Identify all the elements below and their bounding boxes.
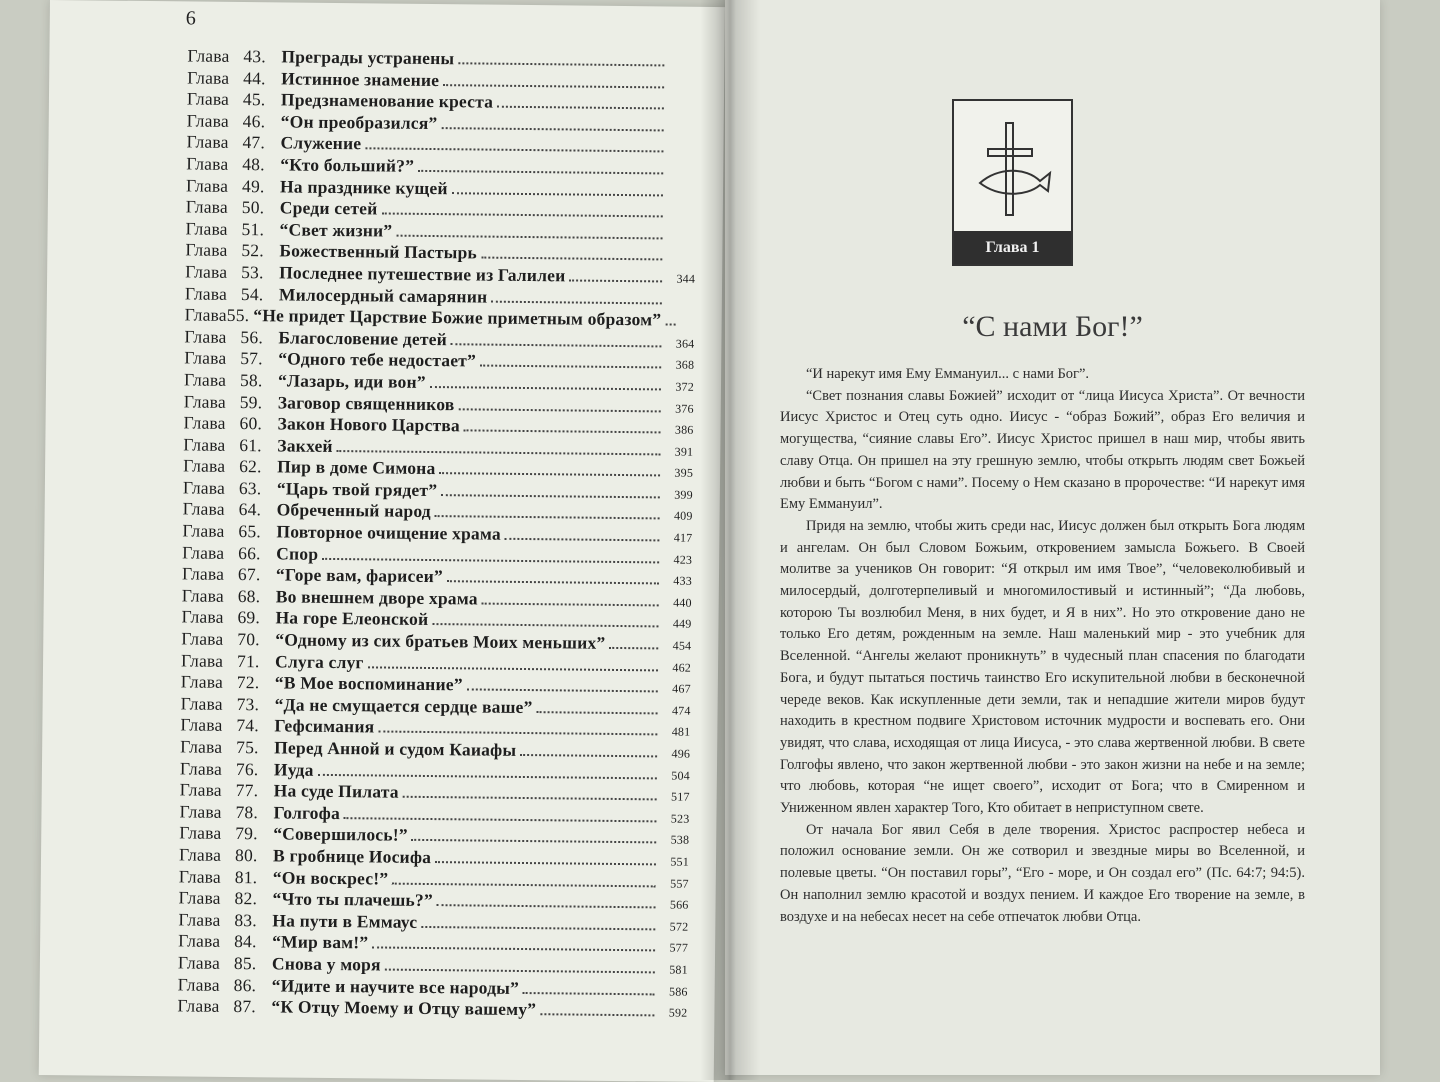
toc-chapter-prefix: Глава — [183, 456, 239, 478]
toc-chapter-title: “Мир вам!” — [268, 932, 368, 954]
toc-chapter-title: Служение — [276, 133, 361, 155]
toc-page-number: 376 — [664, 401, 694, 416]
toc-chapter-number: 46. — [243, 111, 277, 132]
toc-page-number: 462 — [661, 660, 691, 675]
toc-chapter-prefix: Глава — [184, 369, 240, 391]
toc-page-number: 581 — [658, 962, 688, 977]
toc-chapter-title: На празднике кущей — [276, 176, 448, 199]
toc-chapter-number: 72. — [237, 672, 271, 693]
toc-leader-dots — [443, 84, 664, 88]
toc-chapter-number: 48. — [242, 154, 276, 175]
toc-page-number: 433 — [662, 574, 692, 589]
toc-chapter-title: Закхей — [273, 435, 333, 457]
toc-chapter-number: 54. — [241, 284, 275, 305]
toc-leader-dots — [464, 429, 661, 433]
toc-chapter-number: 60. — [239, 413, 273, 434]
toc-chapter-prefix: Глава — [180, 780, 236, 802]
toc-page-number: 449 — [661, 617, 691, 632]
toc-page-number: 440 — [662, 595, 692, 610]
toc-leader-dots — [412, 839, 657, 844]
toc-page-number: 481 — [660, 725, 690, 740]
toc-chapter-number: 69. — [237, 607, 271, 628]
toc-leader-dots — [523, 992, 655, 995]
toc-chapter-number: 71. — [237, 651, 271, 672]
toc-chapter-title: “Горе вам, фарисеи” — [272, 565, 443, 588]
toc-chapter-number: 59. — [240, 392, 274, 413]
table-of-contents — [177, 45, 697, 1022]
toc-leader-dots — [385, 968, 655, 973]
toc-chapter-title: “Что ты плачешь?” — [268, 888, 432, 911]
toc-chapter-number: 67. — [238, 564, 272, 585]
toc-leader-dots — [432, 623, 658, 627]
toc-chapter-title: Благословение детей — [274, 327, 447, 350]
toc-chapter-prefix: Глава — [187, 110, 243, 132]
toc-chapter-number: 44. — [243, 68, 277, 89]
toc-leader-dots — [665, 324, 675, 326]
toc-leader-dots — [497, 106, 664, 110]
toc-leader-dots — [536, 711, 657, 714]
toc-chapter-number: 58. — [240, 370, 274, 391]
toc-leader-dots — [480, 365, 661, 369]
toc-chapter-number: 65. — [238, 521, 272, 542]
toc-page-number: 523 — [659, 811, 689, 826]
toc-chapter-prefix: Глава — [178, 909, 234, 931]
toc-leader-dots — [365, 148, 663, 153]
toc-chapter-title: “Царь твой грядет” — [273, 478, 438, 501]
toc-page-number: 423 — [662, 552, 692, 567]
toc-chapter-number: 47. — [242, 132, 276, 153]
toc-leader-dots — [540, 1013, 654, 1016]
toc-leader-dots — [505, 538, 660, 542]
toc-chapter-prefix: Глава — [182, 520, 238, 542]
toc-page-number: 386 — [663, 423, 693, 438]
toc-chapter-prefix: Глава — [180, 736, 236, 758]
toc-chapter-title: “В Мое воспоминание” — [271, 673, 463, 696]
toc-chapter-prefix: Глава — [187, 89, 243, 111]
page-number: 6 — [186, 7, 196, 30]
toc-chapter-number: 80. — [235, 845, 269, 866]
toc-chapter-title: “К Отцу Моему и Отцу вашему” — [267, 996, 536, 1020]
toc-page-number: 572 — [658, 919, 688, 934]
toc-chapter-title: “Он преобразился” — [277, 111, 438, 134]
toc-leader-dots — [452, 192, 663, 196]
toc-chapter-prefix: Глава — [183, 434, 239, 456]
toc-chapter-title: Божественный Пастырь — [275, 241, 477, 264]
toc-chapter-number: 64. — [239, 499, 273, 520]
toc-leader-dots — [418, 170, 663, 175]
toc-chapter-title: Закон Нового Царства — [273, 413, 460, 436]
toc-chapter-title: Истинное знамение — [277, 68, 439, 91]
toc-chapter-title: “Он воскрес!” — [269, 867, 389, 889]
toc-chapter-title: Слуга слуг — [271, 651, 364, 673]
toc-chapter-prefix: Глава — [178, 952, 234, 974]
toc-chapter-prefix: Глава — [185, 240, 241, 262]
toc-leader-dots — [441, 494, 660, 498]
toc-leader-dots — [437, 904, 656, 908]
toc-chapter-number: 70. — [237, 629, 271, 650]
chapter-badge — [952, 99, 1073, 266]
toc-page-number: 474 — [661, 703, 691, 718]
toc-leader-dots — [447, 580, 659, 584]
toc-chapter-prefix: Глава — [185, 261, 241, 283]
toc-chapter-title: “Лазарь, иди вон” — [274, 370, 426, 393]
toc-chapter-number: 76. — [236, 759, 270, 780]
toc-page-number: 592 — [657, 1006, 687, 1021]
toc-chapter-prefix: Глава — [177, 996, 233, 1018]
toc-leader-dots — [392, 882, 656, 887]
toc-chapter-title: Спор — [272, 543, 318, 564]
toc-chapter-prefix: Глава — [182, 585, 238, 607]
toc-chapter-number: 78. — [235, 802, 269, 823]
toc-chapter-number: 85. — [234, 953, 268, 974]
toc-chapter-number: 82. — [234, 888, 268, 909]
toc-entry — [177, 996, 687, 1023]
toc-chapter-prefix: Глава — [180, 715, 236, 737]
toc-leader-dots — [372, 947, 655, 952]
toc-page-number: 566 — [658, 898, 688, 913]
toc-page-number: 504 — [660, 768, 690, 783]
toc-chapter-prefix: Глава — [186, 175, 242, 197]
toc-page-number: 577 — [658, 941, 688, 956]
toc-leader-dots — [451, 343, 662, 347]
toc-chapter-title: Голгофа — [269, 802, 340, 824]
toc-chapter-prefix: Глава — [185, 305, 227, 326]
toc-chapter-title: “Свет жизни” — [275, 219, 392, 241]
toc-chapter-prefix: Глава — [182, 564, 238, 586]
toc-leader-dots — [381, 213, 662, 218]
toc-chapter-number: 73. — [237, 694, 271, 715]
body-paragraph: От начала Бог явил Себя в деле творения. Христос распростер небеса и положил основание земли. Он же сотворил и звездные миры во Вселенной, и полевые цветы. “Он поставил горы”, “Его - море, и Он создал его” (Пс. 64:7; 94:5). Он наполнил землю красотой и воздух пением. И каждое Его творение на земле, в воздухе и на небесах несет на себе отпечаток любви Отца. — [780, 820, 1305, 929]
toc-chapter-number: 51. — [241, 219, 275, 240]
toc-page-number: 372 — [664, 379, 694, 394]
toc-chapter-prefix: Глава — [186, 132, 242, 154]
chapter-body — [780, 364, 1305, 928]
toc-leader-dots — [318, 773, 657, 779]
toc-page-number: 467 — [661, 682, 691, 697]
toc-chapter-number: 56. — [240, 327, 274, 348]
toc-chapter-number: 68. — [238, 586, 272, 607]
toc-leader-dots — [491, 300, 662, 304]
toc-chapter-prefix: Глава — [187, 67, 243, 89]
toc-page-number: 454 — [661, 638, 691, 653]
toc-leader-dots — [403, 796, 657, 801]
toc-page-number: 557 — [659, 876, 689, 891]
toc-leader-dots — [435, 516, 660, 520]
toc-chapter-title: “Совершилось!” — [269, 824, 408, 846]
toc-leader-dots — [520, 754, 657, 757]
toc-chapter-prefix: Глава — [186, 153, 242, 175]
toc-leader-dots — [481, 257, 662, 261]
toc-chapter-prefix: Глава — [183, 413, 239, 435]
toc-leader-dots — [467, 689, 658, 693]
toc-chapter-title: Иуда — [270, 759, 314, 780]
toc-chapter-prefix: Глава — [179, 866, 235, 888]
body-paragraph: “И нарекут имя Ему Еммануил... с нами Бог”. — [780, 364, 1305, 386]
toc-chapter-title: “Одному из сих братьев Моих меньших” — [271, 629, 605, 653]
toc-leader-dots — [322, 558, 659, 564]
toc-leader-dots — [435, 861, 656, 865]
toc-chapter-title: На горе Елеонской — [271, 608, 428, 631]
toc-chapter-title: “Кто больший?” — [276, 154, 414, 176]
toc-chapter-prefix: Глава — [181, 628, 237, 650]
open-book — [40, 0, 1400, 1080]
toc-chapter-number: 86. — [234, 975, 268, 996]
toc-chapter-prefix: Глава — [178, 931, 234, 953]
toc-chapter-number: 87. — [233, 996, 267, 1017]
toc-page-number: 586 — [658, 984, 688, 999]
toc-chapter-prefix: Глава — [182, 542, 238, 564]
toc-chapter-title: Среди сетей — [276, 198, 378, 220]
toc-leader-dots — [337, 450, 661, 455]
toc-chapter-prefix: Глава — [186, 218, 242, 240]
toc-chapter-prefix: Глава — [179, 823, 235, 845]
toc-chapter-number: 57. — [240, 348, 274, 369]
toc-chapter-prefix: Глава — [181, 607, 237, 629]
toc-page-number: 417 — [662, 531, 692, 546]
toc-chapter-title: На суде Пилата — [270, 781, 399, 803]
toc-leader-dots — [344, 817, 657, 822]
toc-leader-dots — [609, 647, 658, 650]
toc-chapter-title: Милосердный самарянин — [275, 284, 488, 307]
toc-leader-dots — [458, 62, 664, 66]
toc-chapter-number: 49. — [242, 176, 276, 197]
chapter-title: “С нами Бог!” — [725, 310, 1380, 344]
toc-page-number: 395 — [663, 466, 693, 481]
toc-chapter-title: Преграды устранены — [277, 46, 454, 69]
toc-chapter-number: 77. — [236, 780, 270, 801]
body-paragraph: Придя на землю, чтобы жить среди нас, Иисус должен был открыть Бога людям и ангелам. Он был Словом Божьим, откровением замысла Божьего. В Своей молитве за учеников Он говорит: “Я открыл им имя Твое”, “человеколюбивый и милосердый, долготерпеливый и многомилостивый и истинный”; “Да любовь, которою Ты возлюбил Меня, в них будет, и Я в них”. Но это откровение дано не только Его детям, рожденным на земле. Наш маленький мир - это учебник для Вселенной. “Ангелы желают проникнуть” в чудесный план спасения по благодати Бога, и будут пытаться постичь таинство Его искупительной любви в бесконечной череде веков. Как искупленные дети земли, так и непадшие жители миров будут находить в крестном подвиге Христовом источник мудрости и воспевать его. Они увидят, что слава, исходящая от лица Иисуса, - это слава жертвенной любви. В свете Голгофы явлено, что закон жертвенной любви - это закон жизни на небе и на земле; что любовь, которая “не ищет своего”, исходит от Бога; что в Смиренном и Униженном явлен характер Того, Кто обитает в неприступном свете. — [780, 516, 1305, 820]
toc-chapter-number: 75. — [236, 737, 270, 758]
toc-chapter-prefix: Глава — [179, 844, 235, 866]
toc-chapter-prefix: Глава — [187, 45, 243, 67]
toc-page-number: 517 — [660, 790, 690, 805]
body-paragraph: “Свет познания славы Божией” исходит от “лица Иисуса Христа”. От вечности Иисус Христос и Отец суть одно. Иисус - “образ Божий”, образ Его величия и могущества, “сияние славы Его”. Иисус Христос пришел в наш мир, чтобы явить славу Отца. Он пришел на эту грешную землю, чтобы открыть людям свет Божьей любви и быть “Богом с нами”. Посему о Нем сказано в пророчестве: “И нарекут имя Ему Еммануил”. — [780, 386, 1305, 516]
toc-leader-dots — [441, 127, 663, 131]
right-page — [725, 0, 1380, 1075]
toc-chapter-prefix: Глава — [184, 326, 240, 348]
cross-fish-icon — [954, 101, 1071, 231]
toc-chapter-title: Повторное очищение храма — [272, 521, 501, 544]
toc-leader-dots — [569, 279, 662, 282]
toc-chapter-title: Перед Анной и судом Каиафы — [270, 737, 516, 761]
toc-chapter-number: 84. — [234, 931, 268, 952]
toc-chapter-prefix: Глава — [183, 477, 239, 499]
toc-chapter-title: Пир в доме Симона — [273, 457, 436, 480]
toc-chapter-title: Обреченный народ — [273, 500, 431, 523]
toc-chapter-title: “Не придет Царствие Божие приметным образом” — [249, 305, 661, 330]
toc-chapter-prefix: Глава — [180, 758, 236, 780]
toc-chapter-prefix: Глава — [179, 801, 235, 823]
toc-chapter-number: 45. — [243, 89, 277, 110]
toc-leader-dots — [439, 472, 660, 476]
toc-page-number: 364 — [664, 336, 694, 351]
toc-chapter-number: 79. — [235, 823, 269, 844]
chapter-badge-label: Глава 1 — [954, 231, 1071, 264]
toc-chapter-title: Предзнаменование креста — [277, 90, 493, 113]
toc-chapter-number: 61. — [239, 435, 273, 456]
toc-page-number: 368 — [664, 358, 694, 373]
toc-chapter-number: 83. — [234, 910, 268, 931]
toc-chapter-prefix: Глава — [181, 650, 237, 672]
toc-page-number: 344 — [665, 271, 695, 286]
toc-page-number: 409 — [663, 509, 693, 524]
toc-chapter-prefix: Глава — [178, 974, 234, 996]
toc-chapter-number: 74. — [236, 715, 270, 736]
toc-chapter-title: Во внешнем дворе храма — [272, 586, 478, 609]
toc-leader-dots — [482, 602, 659, 606]
toc-chapter-prefix: Глава — [186, 197, 242, 219]
toc-chapter-prefix: Глава — [184, 391, 240, 413]
toc-leader-dots — [430, 386, 661, 390]
toc-leader-dots — [368, 666, 658, 671]
left-page — [39, 0, 725, 1082]
toc-chapter-number: 55. — [227, 305, 250, 326]
toc-chapter-number: 66. — [238, 543, 272, 564]
toc-leader-dots — [458, 408, 660, 412]
toc-chapter-number: 50. — [242, 197, 276, 218]
toc-chapter-title: Последнее путешествие из Галилеи — [275, 262, 565, 286]
toc-chapter-title: “Одного тебе недостает” — [274, 349, 476, 372]
toc-chapter-number: 81. — [235, 867, 269, 888]
toc-leader-dots — [421, 926, 655, 930]
toc-chapter-title: Заговор священников — [274, 392, 455, 415]
toc-chapter-prefix: Глава — [185, 283, 241, 305]
toc-chapter-prefix: Глава — [184, 348, 240, 370]
toc-chapter-number: 63. — [239, 478, 273, 499]
toc-chapter-number: 52. — [241, 240, 275, 261]
toc-chapter-number: 62. — [239, 456, 273, 477]
toc-leader-dots — [396, 234, 662, 239]
toc-chapter-prefix: Глава — [183, 499, 239, 521]
toc-chapter-title: На пути в Еммаус — [268, 910, 417, 933]
toc-chapter-prefix: Глава — [181, 693, 237, 715]
toc-chapter-title: Снова у моря — [268, 953, 381, 975]
toc-chapter-prefix: Глава — [178, 888, 234, 910]
toc-chapter-title: “Да не смущается сердце ваше” — [271, 694, 533, 718]
toc-chapter-title: “Идите и научите все народы” — [268, 975, 520, 999]
toc-page-number: 551 — [659, 854, 689, 869]
toc-chapter-prefix: Глава — [181, 672, 237, 694]
toc-chapter-title: В гробнице Иосифа — [269, 845, 431, 868]
toc-page-number: 496 — [660, 746, 690, 761]
toc-chapter-title: Гефсимания — [270, 716, 374, 738]
toc-chapter-number: 43. — [243, 46, 277, 67]
toc-page-number: 399 — [663, 487, 693, 502]
toc-page-number: 391 — [663, 444, 693, 459]
toc-page-number: 538 — [659, 833, 689, 848]
toc-chapter-number: 53. — [241, 262, 275, 283]
toc-leader-dots — [378, 731, 657, 736]
